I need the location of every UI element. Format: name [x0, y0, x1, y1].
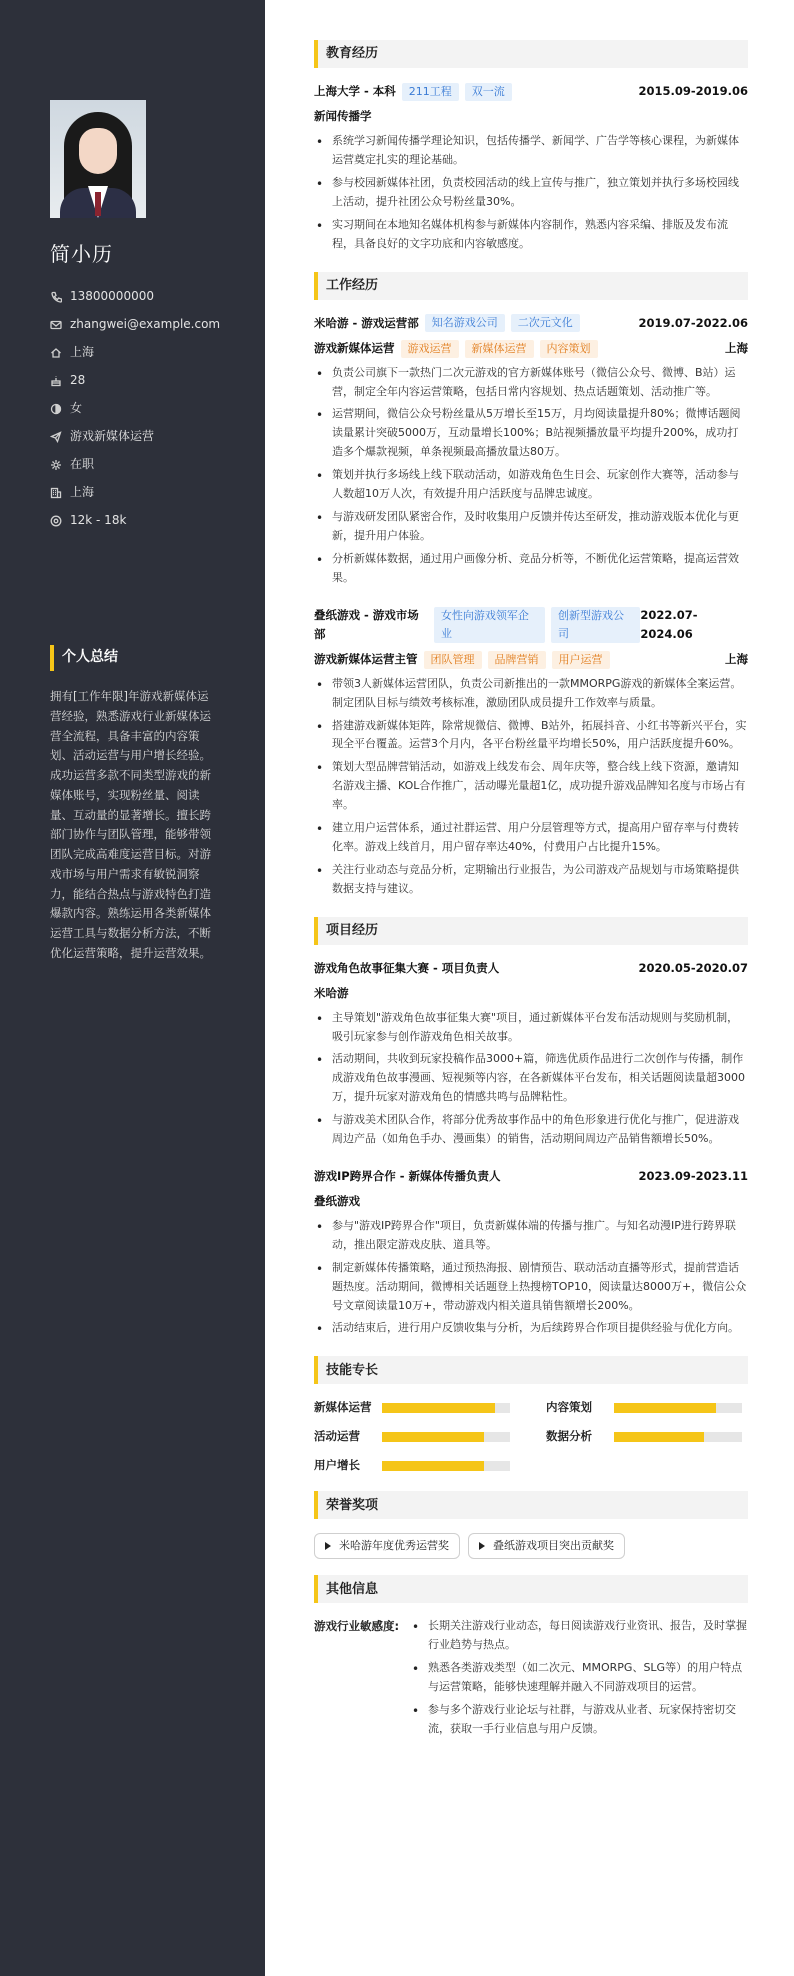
- section-work-heading: 工作经历: [314, 272, 748, 300]
- role-tag: 内容策划: [540, 340, 598, 358]
- role-name: 游戏新媒体运营主管: [314, 651, 418, 666]
- education-tag: 211工程: [402, 83, 459, 101]
- phone-icon: [50, 291, 62, 303]
- info-text: 上海: [70, 345, 95, 360]
- skill-item: [314, 1456, 516, 1475]
- award-list: [314, 1533, 748, 1559]
- bullet-item: • 运营期间，微信公众号粉丝量从5万增长至15万，月均阅读量提升80%；微博话题阅读量累计突破5000万，互动量增长100%；B站视频播放量平均提升200%，成功打造多个爆款视频，单条视频最高播放量达80万。: [314, 405, 748, 462]
- info-row: [50, 339, 265, 367]
- job-title-group: [314, 606, 640, 644]
- role-group: [314, 339, 598, 358]
- summary-heading: 个人总结: [50, 645, 265, 671]
- job-date: 2022.07-2024.06: [640, 607, 698, 641]
- skill-item: [546, 1398, 748, 1417]
- project-name: 游戏IP跨界合作 - 新媒体传播负责人: [314, 1168, 501, 1183]
- bullet-item: • 实习期间在本地知名媒体机构参与新媒体内容制作，熟悉内容采编、排版及发布流程，具备良好的文字功底和内容敏感度。: [314, 216, 748, 254]
- bullet-item: • 熟悉各类游戏类型（如二次元、MMORPG、SLG等）的用户特点与运营策略，能够快速理解并融入不同游戏项目的运营。: [410, 1659, 748, 1697]
- role-row: [314, 339, 748, 358]
- section-other-heading: 其他信息: [314, 1575, 748, 1603]
- project-date: 2020.05-2020.07: [638, 960, 748, 975]
- company-tag: 创新型游戏公司: [551, 607, 640, 643]
- role-row: [314, 650, 748, 669]
- project-name: 游戏角色故事征集大赛 - 项目负责人: [314, 960, 500, 975]
- education-bullets: [314, 132, 748, 253]
- company-tag: 女性向游戏领军企业: [434, 607, 545, 643]
- job-header: [314, 314, 748, 333]
- award-label: 米哈游年度优秀运营奖: [339, 1539, 449, 1553]
- other-label: 游戏行业敏感度:: [314, 1619, 400, 1634]
- info-row: [50, 479, 265, 507]
- info-text: 女: [70, 401, 83, 416]
- cake-icon: [50, 375, 62, 387]
- project-bullets: [314, 1009, 748, 1149]
- work-list: [314, 314, 748, 899]
- play-icon: [479, 1542, 485, 1550]
- bullet-item: • 主导策划"游戏角色故事征集大赛"项目，通过新媒体平台发布活动规则与奖励机制，吸引玩家参与创作游戏角色相关故事。: [314, 1009, 748, 1047]
- role-tag: 用户运营: [552, 651, 610, 669]
- skill-item: [314, 1398, 516, 1417]
- info-row: [50, 311, 265, 339]
- section-skills-heading: 技能专长: [314, 1356, 748, 1384]
- other-info: [314, 1617, 748, 1742]
- skill-bar-fill: [614, 1403, 716, 1413]
- bullet-item: • 带领3人新媒体运营团队，负责公司新推出的一款MMORPG游戏的新媒体全案运营。制定团队目标与绩效考核标准，激励团队成员提升工作效率与质量。: [314, 675, 748, 713]
- major: 新闻传播学: [314, 109, 372, 124]
- project-date: 2023.09-2023.11: [638, 1168, 748, 1183]
- job-entry: [314, 314, 748, 588]
- bullet-item: • 建立用户运营体系，通过社群运营、用户分层管理等方式，提高用户留存率与付费转化率。游戏上线首月，用户留存率达40%，付费用户占比提升15%。: [314, 819, 748, 857]
- info-text: 13800000000: [70, 289, 154, 304]
- section-awards-heading: 荣誉奖项: [314, 1491, 748, 1519]
- avatar: [50, 100, 146, 218]
- bullet-item: • 活动期间，共收到玩家投稿作品3000+篇，筛选优质作品进行二次创作与传播，制作成游戏角色故事漫画、短视频等内容，在各新媒体平台发布，相关话题阅读量超3000万，提升玩家对游戏角色的情感共鸣与品牌粘性。: [314, 1050, 748, 1107]
- skill-item: [546, 1427, 748, 1446]
- skill-name: 数据分析: [546, 1429, 592, 1444]
- info-row: [50, 423, 265, 451]
- info-text: 12k - 18k: [70, 513, 127, 528]
- status-icon: [50, 459, 62, 471]
- job-header: [314, 606, 748, 644]
- job-date: 2019.07-2022.06: [638, 315, 748, 330]
- role-name: 游戏新媒体运营: [314, 340, 395, 355]
- role-tag: 团队管理: [424, 651, 482, 669]
- info-row: [50, 507, 265, 535]
- skill-bar: [382, 1461, 510, 1471]
- role-tag: 新媒体运营: [465, 340, 534, 358]
- award-badge: [468, 1533, 625, 1559]
- play-icon: [325, 1542, 331, 1550]
- job-city: 上海: [725, 651, 748, 666]
- info-list: [50, 283, 265, 535]
- school-name: 上海大学 - 本科: [314, 84, 396, 98]
- project-header: [314, 1167, 748, 1186]
- bullet-item: • 参与多个游戏行业论坛与社群，与游戏从业者、玩家保持密切交流，获取一手行业信息与用户反馈。: [410, 1701, 748, 1739]
- project-bullets: [314, 1217, 748, 1338]
- bullet-item: • 策划大型品牌营销活动，如游戏上线发布会、周年庆等，整合线上线下资源，邀请知名游戏主播、KOL合作推广，活动曝光量超1亿，成功提升游戏品牌知名度与市场占有率。: [314, 758, 748, 815]
- role-group: [314, 650, 610, 669]
- project-list: [314, 959, 748, 1339]
- main-content: [314, 40, 748, 1743]
- bullet-item: • 制定新媒体传播策略，通过预热海报、剧情预告、联动活动直播等形式，提前营造话题热度。活动期间，微博相关话题登上热搜榜TOP10，阅读量达8000万+，微信公众号文章阅读量10万+，带动游戏内相关道具销售额增长200%。: [314, 1259, 748, 1316]
- project-org: 叠纸游戏: [314, 1193, 360, 1208]
- skill-bar: [614, 1403, 742, 1413]
- gender-icon: [50, 403, 62, 415]
- company-name: 米哈游 - 游戏运营部: [314, 315, 419, 330]
- project-entry: [314, 1167, 748, 1338]
- skill-name: 内容策划: [546, 1400, 592, 1415]
- bullet-item: • 活动结束后，进行用户反馈收集与分析，为后续跨界合作项目提供经验与优化方向。: [314, 1319, 748, 1338]
- info-row: [50, 451, 265, 479]
- bullet-item: • 负责公司旗下一款热门二次元游戏的官方新媒体账号（微信公众号、微博、B站）运营，制定全年内容运营策略，包括日常内容规划、热点话题策划、活动推广等。: [314, 364, 748, 402]
- award-badge: [314, 1533, 460, 1559]
- salary-icon: [50, 515, 62, 527]
- section-projects-heading: 项目经历: [314, 917, 748, 945]
- info-text: 在职: [70, 457, 95, 472]
- skill-item: [314, 1427, 516, 1446]
- education-entry: [314, 82, 748, 254]
- info-row: [50, 283, 265, 311]
- bullet-item: • 搭建游戏新媒体矩阵，除常规微信、微博、B站外，拓展抖音、小红书等新兴平台，实现全平台覆盖。运营3个月内，各平台粉丝量平均增长50%，用户活跃度提升60%。: [314, 717, 748, 755]
- skill-name: 活动运营: [314, 1429, 360, 1444]
- other-bullets: [410, 1617, 748, 1742]
- bullet-item: • 关注行业动态与竞品分析，定期输出行业报告，为公司游戏产品规划与市场策略提供数据支持与建议。: [314, 861, 748, 899]
- skill-name: 用户增长: [314, 1458, 360, 1473]
- skill-bar-fill: [382, 1403, 495, 1413]
- info-row: [50, 367, 265, 395]
- bullet-item: • 分析新媒体数据，通过用户画像分析、竞品分析等，不断优化运营策略，提高运营效果。: [314, 550, 748, 588]
- skill-bar: [614, 1432, 742, 1442]
- section-education-heading: 教育经历: [314, 40, 748, 68]
- bullet-item: • 与游戏美术团队合作，将部分优秀故事作品中的角色形象进行优化与推广，促进游戏周边产品（如角色手办、漫画集）的销售，活动期间周边产品销售额增长50%。: [314, 1111, 748, 1149]
- building-icon: [50, 487, 62, 499]
- summary-text: 拥有[工作年限]年游戏新媒体运营经验，熟悉游戏行业新媒体运营全流程，具备丰富的内容策划、活动运营与用户增长经验。成功运营多款不同类型游戏的新媒体账号，实现粉丝量、阅读量、互动量的显著增长。擅长跨部门协作与团队管理，能够带领团队完成高难度运营目标。对游戏市场与用户需求有敏锐洞察力，能结合热点与游戏特色打造爆款内容。熟练运用各类新媒体运营工具与数据分析方法，不断优化运营策略，提升运营效果。: [50, 689, 211, 960]
- skill-bar: [382, 1403, 510, 1413]
- skill-bar-fill: [614, 1432, 704, 1442]
- job-bullets: [314, 364, 748, 588]
- project-header: [314, 959, 748, 978]
- info-text: 上海: [70, 485, 95, 500]
- job-bullets: [314, 675, 748, 899]
- job-title-group: [314, 314, 580, 333]
- award-label: 叠纸游戏项目突出贡献奖: [493, 1539, 614, 1553]
- education-date: 2015.09-2019.06: [638, 84, 748, 99]
- project-entry: [314, 959, 748, 1149]
- bullet-item: • 与游戏研发团队紧密合作，及时收集用户反馈并传达至研发，推动游戏版本优化与更新，提升用户体验。: [314, 508, 748, 546]
- info-row: [50, 395, 265, 423]
- role-tag: 品牌营销: [488, 651, 546, 669]
- sidebar: [0, 0, 265, 1976]
- project-org: 米哈游: [314, 985, 349, 1000]
- job-city: 上海: [725, 340, 748, 355]
- skill-grid: [314, 1398, 748, 1475]
- skill-name: 新媒体运营: [314, 1400, 372, 1415]
- job-entry: [314, 606, 748, 899]
- company-tag: 二次元文化: [511, 314, 580, 332]
- role-tag: 游戏运营: [401, 340, 459, 358]
- info-text: 游戏新媒体运营: [70, 429, 155, 444]
- skill-bar-fill: [382, 1461, 484, 1471]
- skill-bar: [382, 1432, 510, 1442]
- bullet-item: • 参与校园新媒体社团，负责校园活动的线上宣传与推广，独立策划并执行多场校园线上活动，提升社团公众号粉丝量30%。: [314, 174, 748, 212]
- bullet-item: • 系统学习新闻传播学理论知识，包括传播学、新闻学、广告学等核心课程，为新媒体运营奠定扎实的理论基础。: [314, 132, 748, 170]
- company-tag: 知名游戏公司: [425, 314, 505, 332]
- skill-bar-fill: [382, 1432, 484, 1442]
- info-text: 28: [70, 373, 86, 388]
- person-name: 简小历: [50, 242, 113, 266]
- bullet-item: • 长期关注游戏行业动态，每日阅读游戏行业资讯、报告，及时掌握行业趋势与热点。: [410, 1617, 748, 1655]
- company-name: 叠纸游戏 - 游戏市场部: [314, 607, 419, 641]
- mail-icon: [50, 319, 62, 331]
- education-tag: 双一流: [465, 83, 512, 101]
- send-icon: [50, 431, 62, 443]
- bullet-item: • 参与"游戏IP跨界合作"项目，负责新媒体端的传播与推广。与知名动漫IP进行跨界联动，推出限定游戏皮肤、道具等。: [314, 1217, 748, 1255]
- info-text: zhangwei@example.com: [70, 317, 221, 332]
- bullet-item: • 策划并执行多场线上线下联动活动，如游戏角色生日会、玩家创作大赛等，活动参与人数超10万人次，有效提升用户活跃度与品牌忠诚度。: [314, 466, 748, 504]
- home-icon: [50, 347, 62, 359]
